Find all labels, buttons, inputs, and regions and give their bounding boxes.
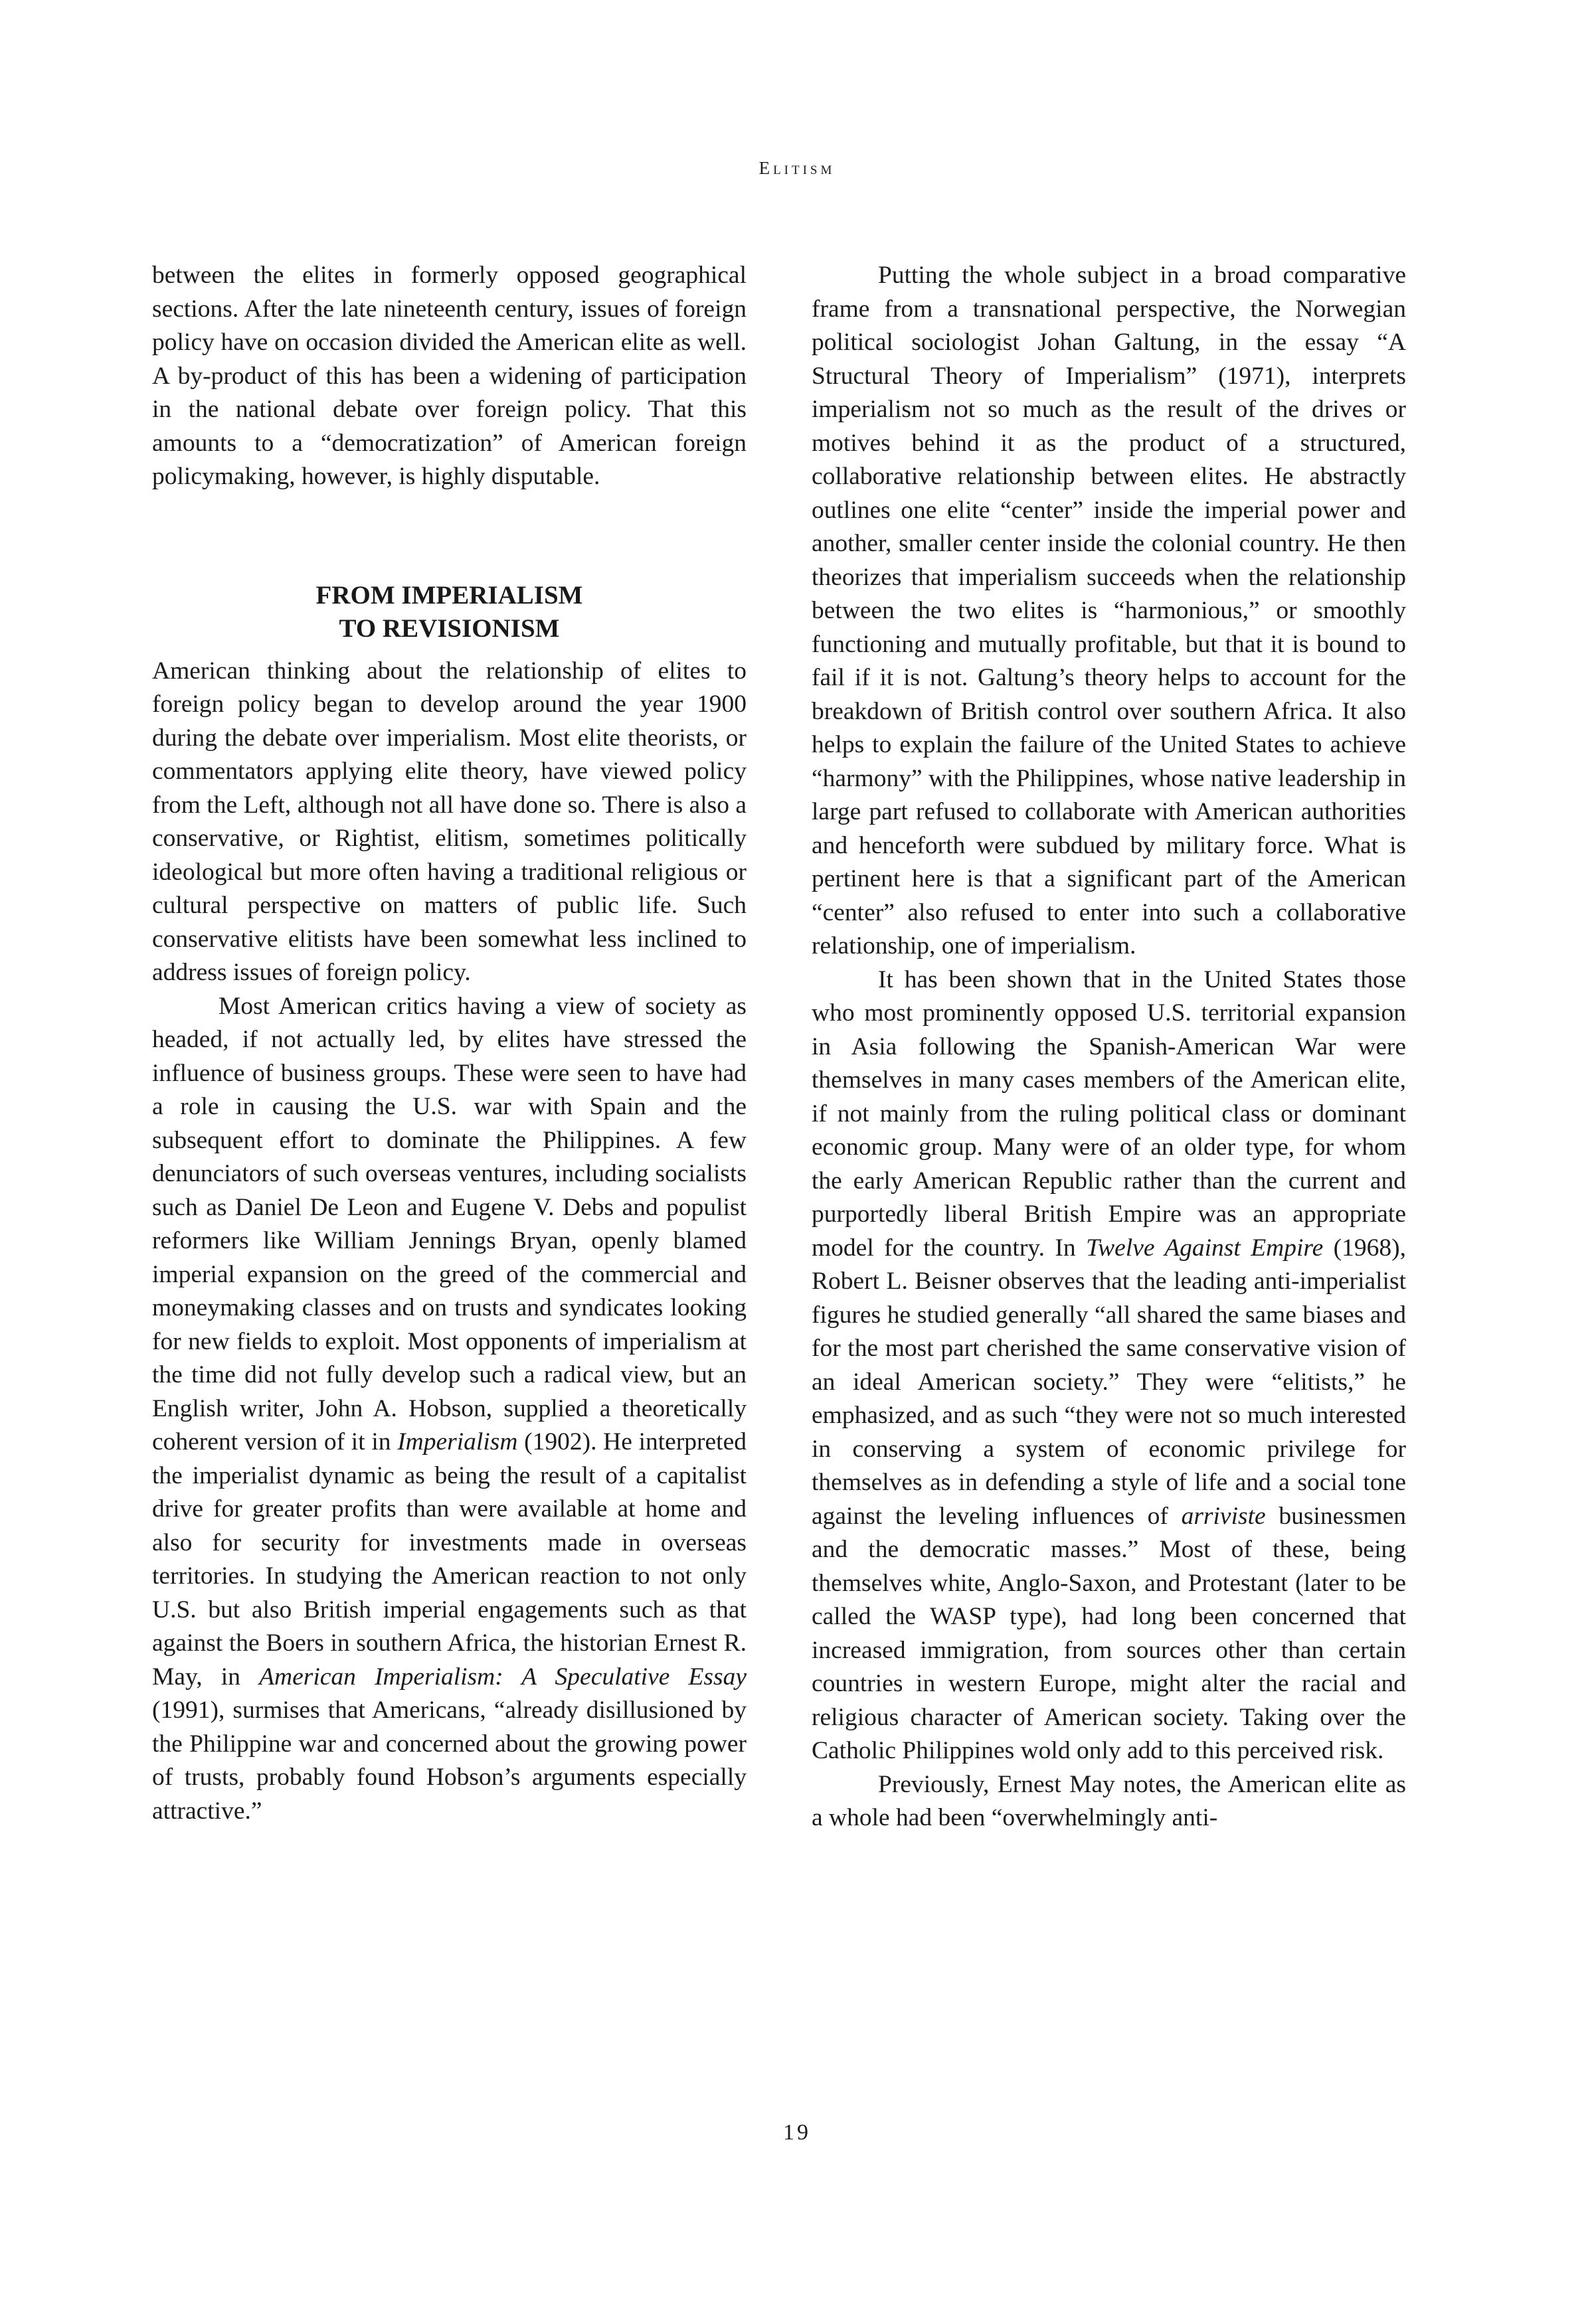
right-column (812, 259, 1406, 1835)
left-paragraph-3-part-a: Most American critics having a view of society as headed, if not actually led, by elites have stressed the influence of business groups. These were seen to have had a role in causing the U.S. war with Spain and the subsequent effort to dominate the Philippines. A few denunciators of such overseas ventures, including socialists such as Daniel De Leon and Eugene V. Debs and populist reformers like William Jennings Bryan, openly blamed imperial expansion on the greed of the commercial and moneymaking classes and on trusts and syndicates looking for new fields to exploit. Most opponents of imperialism at the time did not fully develop such a radical view, but an English writer, John A. Hobson, supplied a theoretically coherent version of it in (152, 992, 747, 1455)
right-paragraph-2-part-a: It has been shown that in the United States those who most prominently opposed U.S. territorial expansion in Asia following the Spanish-American War were themselves in many cases members of the American elite, if not mainly from the ruling political class or dominant economic group. Many were of an older type, for whom the early American Republic rather than the current and purportedly liberal British Empire was an appropriate model for the country. In (812, 965, 1406, 1262)
section-heading (152, 579, 747, 645)
book-title-twelve-against-empire: Twelve Against Empire (1086, 1234, 1324, 1262)
left-paragraph-3-part-c: (1991), surmises that Americans, “already disillusioned by the Philippine war and concerned about the growing power of trusts, probably found Hobson’s arguments especially attractive.” (152, 1697, 747, 1825)
right-paragraph-2 (812, 963, 1406, 1768)
right-paragraph-2-part-c: businessmen and the democratic masses.” Most of these, being themselves white, Anglo-Saxon, and Protestant (later to be called the WASP type), had long been concerned that increased immigration, from sources other than certain countries in western Europe, might alter the racial and religious character of American society. Taking over the Catholic Philippines wold only add to this perceived risk. (812, 1502, 1406, 1764)
right-paragraph-3: Previously, Ernest May notes, the American elite as a whole had been “overwhelmingly anti- (812, 1770, 1406, 1831)
section-heading-line-2: TO REVISIONISM (339, 614, 560, 643)
term-arriviste: arriviste (1181, 1502, 1266, 1530)
right-paragraph-2-part-b: (1968), Robert L. Beisner observes that the leading anti-imperialist figures he studied generally “all shared the same biases and for the most part cherished the same conservative vision of an ideal American society.” They were “elitists,” he emphasized, and as such “they were not so much interested in conserving a system of economic privilege for themselves as in defending a style of life and a social tone against the leveling influences of (812, 1234, 1406, 1530)
left-column (152, 259, 747, 1828)
left-paragraph-3 (152, 990, 747, 1829)
right-paragraph-1: Putting the whole subject in a broad comparative frame from a transnational perspective, the Norwegian political sociologist Johan Galtung, in the essay “A Structural Theory of Imperialism” (1971), interprets imperialism not so much as the result of the drives or motives behind it as the product of a structured, collaborative relationship between elites. He abstractly outlines one elite “center” inside the imperial power and another, smaller center inside the colonial country. He then theorizes that imperialism succeeds when the relationship between the two elites is “harmonious,” or smoothly functioning and mutually profitable, but that it is bound to fail if it is not. Galtung’s theory helps to account for the breakdown of British control over southern Africa. It also helps to explain the failure of the United States to achieve “harmony” with the Philippines, whose native leadership in large part refused to collaborate with American authorities and henceforth were subdued by military force. What is pertinent here is that a significant part of the American “center” also refused to enter into such a collaborative relationship, one of imperialism. (812, 262, 1406, 959)
left-paragraph-2: American thinking about the relationship of elites to foreign policy began to develop around the year 1900 during the debate over imperialism. Most elite theorists, or commentators applying elite theory, have viewed policy from the Left, although not all have done so. There is also a conservative, or Rightist, elitism, sometimes politically ideological but more often having a traditional religious or cultural perspective on matters of public life. Such conservative elitists have been somewhat less inclined to address issues of foreign policy. (152, 657, 747, 986)
section-heading-line-1: FROM IMPERIALISM (315, 580, 583, 610)
page-number: 19 (783, 2120, 811, 2145)
left-intro-paragraph: between the elites in formerly opposed geographical sections. After the late nineteenth century, issues of foreign policy have on occasion divided the American elite as well. A by-product of this has been a widening of participation in the national debate over foreign policy. That this amounts to a “democratization” of American foreign policymaking, however, is highly disputable. (152, 262, 747, 490)
running-head: Elitism (758, 158, 836, 178)
left-paragraph-3-part-b: (1902). He interpreted the imperialist dynamic as being the result of a capitalist drive for greater profits than were available at home and also for security for investments made in overseas territories. In studying the American reaction to not only U.S. but also British imperial engagements such as that against the Boers in southern Africa, the historian Ernest R. May, in (152, 1428, 747, 1691)
book-title-american-imperialism: American Imperialism: A Speculative Essay (259, 1663, 747, 1691)
book-title-imperialism: Imperialism (397, 1428, 518, 1455)
